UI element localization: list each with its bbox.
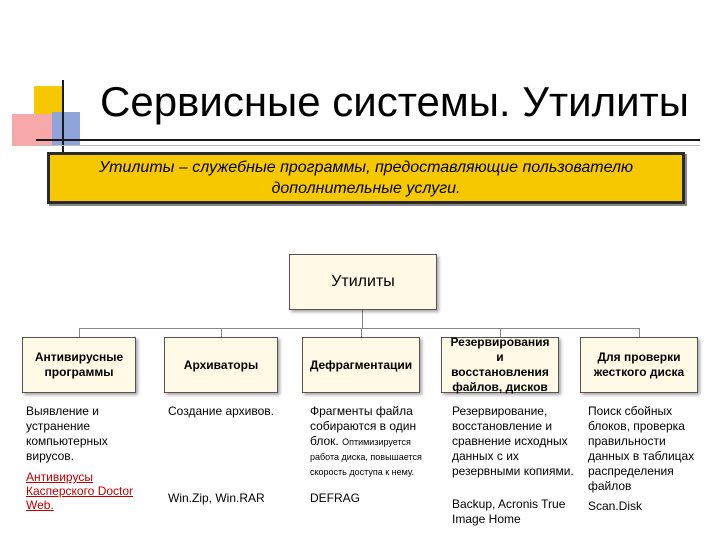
- title-underline: [36, 139, 700, 141]
- connector-cat-3: [361, 328, 362, 337]
- antivirus-examples-link[interactable]: Антивирусы Касперского Doctor Web.: [26, 470, 134, 512]
- category-label: Дефрагментации: [309, 357, 413, 372]
- definition-line-1: Утилиты – служебные программы, предоставляющие пользователю: [98, 159, 634, 176]
- category-label: Резервирования и восстановления файлов, дисков: [450, 335, 550, 394]
- description-antivirus: Выявление и устранение компьютерных вирусов.: [26, 404, 108, 463]
- examples-disk-check: Scan.Disk: [588, 499, 643, 513]
- connector-horizontal: [79, 328, 640, 329]
- decor-vertical-rule: [62, 80, 64, 158]
- examples-backup: Backup, Acronis True Image Home: [452, 497, 566, 526]
- description-defragmentation: [310, 404, 428, 479]
- category-node-disk-check: [580, 337, 698, 393]
- root-node-label: Утилиты: [331, 273, 395, 290]
- description-backup: Резервирование, восстановление и сравнение исходных данных с их резервными копиями.: [452, 404, 574, 478]
- category-label: Архиваторы: [183, 357, 259, 372]
- root-node-utilities: [289, 254, 437, 310]
- connector-cat-5: [639, 328, 640, 337]
- decor-red-square: [12, 114, 54, 146]
- category-label: Антивирусные программы: [34, 350, 124, 379]
- category-node-backup: [441, 337, 559, 393]
- definition-line-2: дополнительные услуги.: [271, 180, 461, 197]
- slide-title: Сервисные системы. Утилиты: [100, 78, 689, 125]
- description-disk-check: Поиск сбойных блоков, проверка правильности данных в таблицах распределения файлов: [588, 404, 695, 493]
- examples-defragmentation: DEFRAG: [310, 491, 361, 505]
- connector-root-down: [362, 310, 363, 328]
- title-underline-shadow: [36, 145, 700, 146]
- examples-archivers: Win.Zip, Win.RAR: [168, 491, 265, 505]
- description-note: Оптимизируется работа диска, повышается скорость доступа к нему.: [310, 437, 422, 477]
- category-node-antivirus: [22, 337, 136, 393]
- category-node-defragmentation: [302, 337, 420, 393]
- description-archivers: Создание архивов.: [168, 404, 274, 418]
- connector-cat-2: [221, 328, 222, 337]
- definition-box: [47, 152, 685, 204]
- category-node-archivers: [164, 337, 278, 393]
- connector-cat-1: [79, 328, 80, 337]
- description-main: Фрагменты файла собираются в один блок.: [310, 404, 417, 448]
- category-label: Для проверки жесткого диска: [593, 350, 685, 379]
